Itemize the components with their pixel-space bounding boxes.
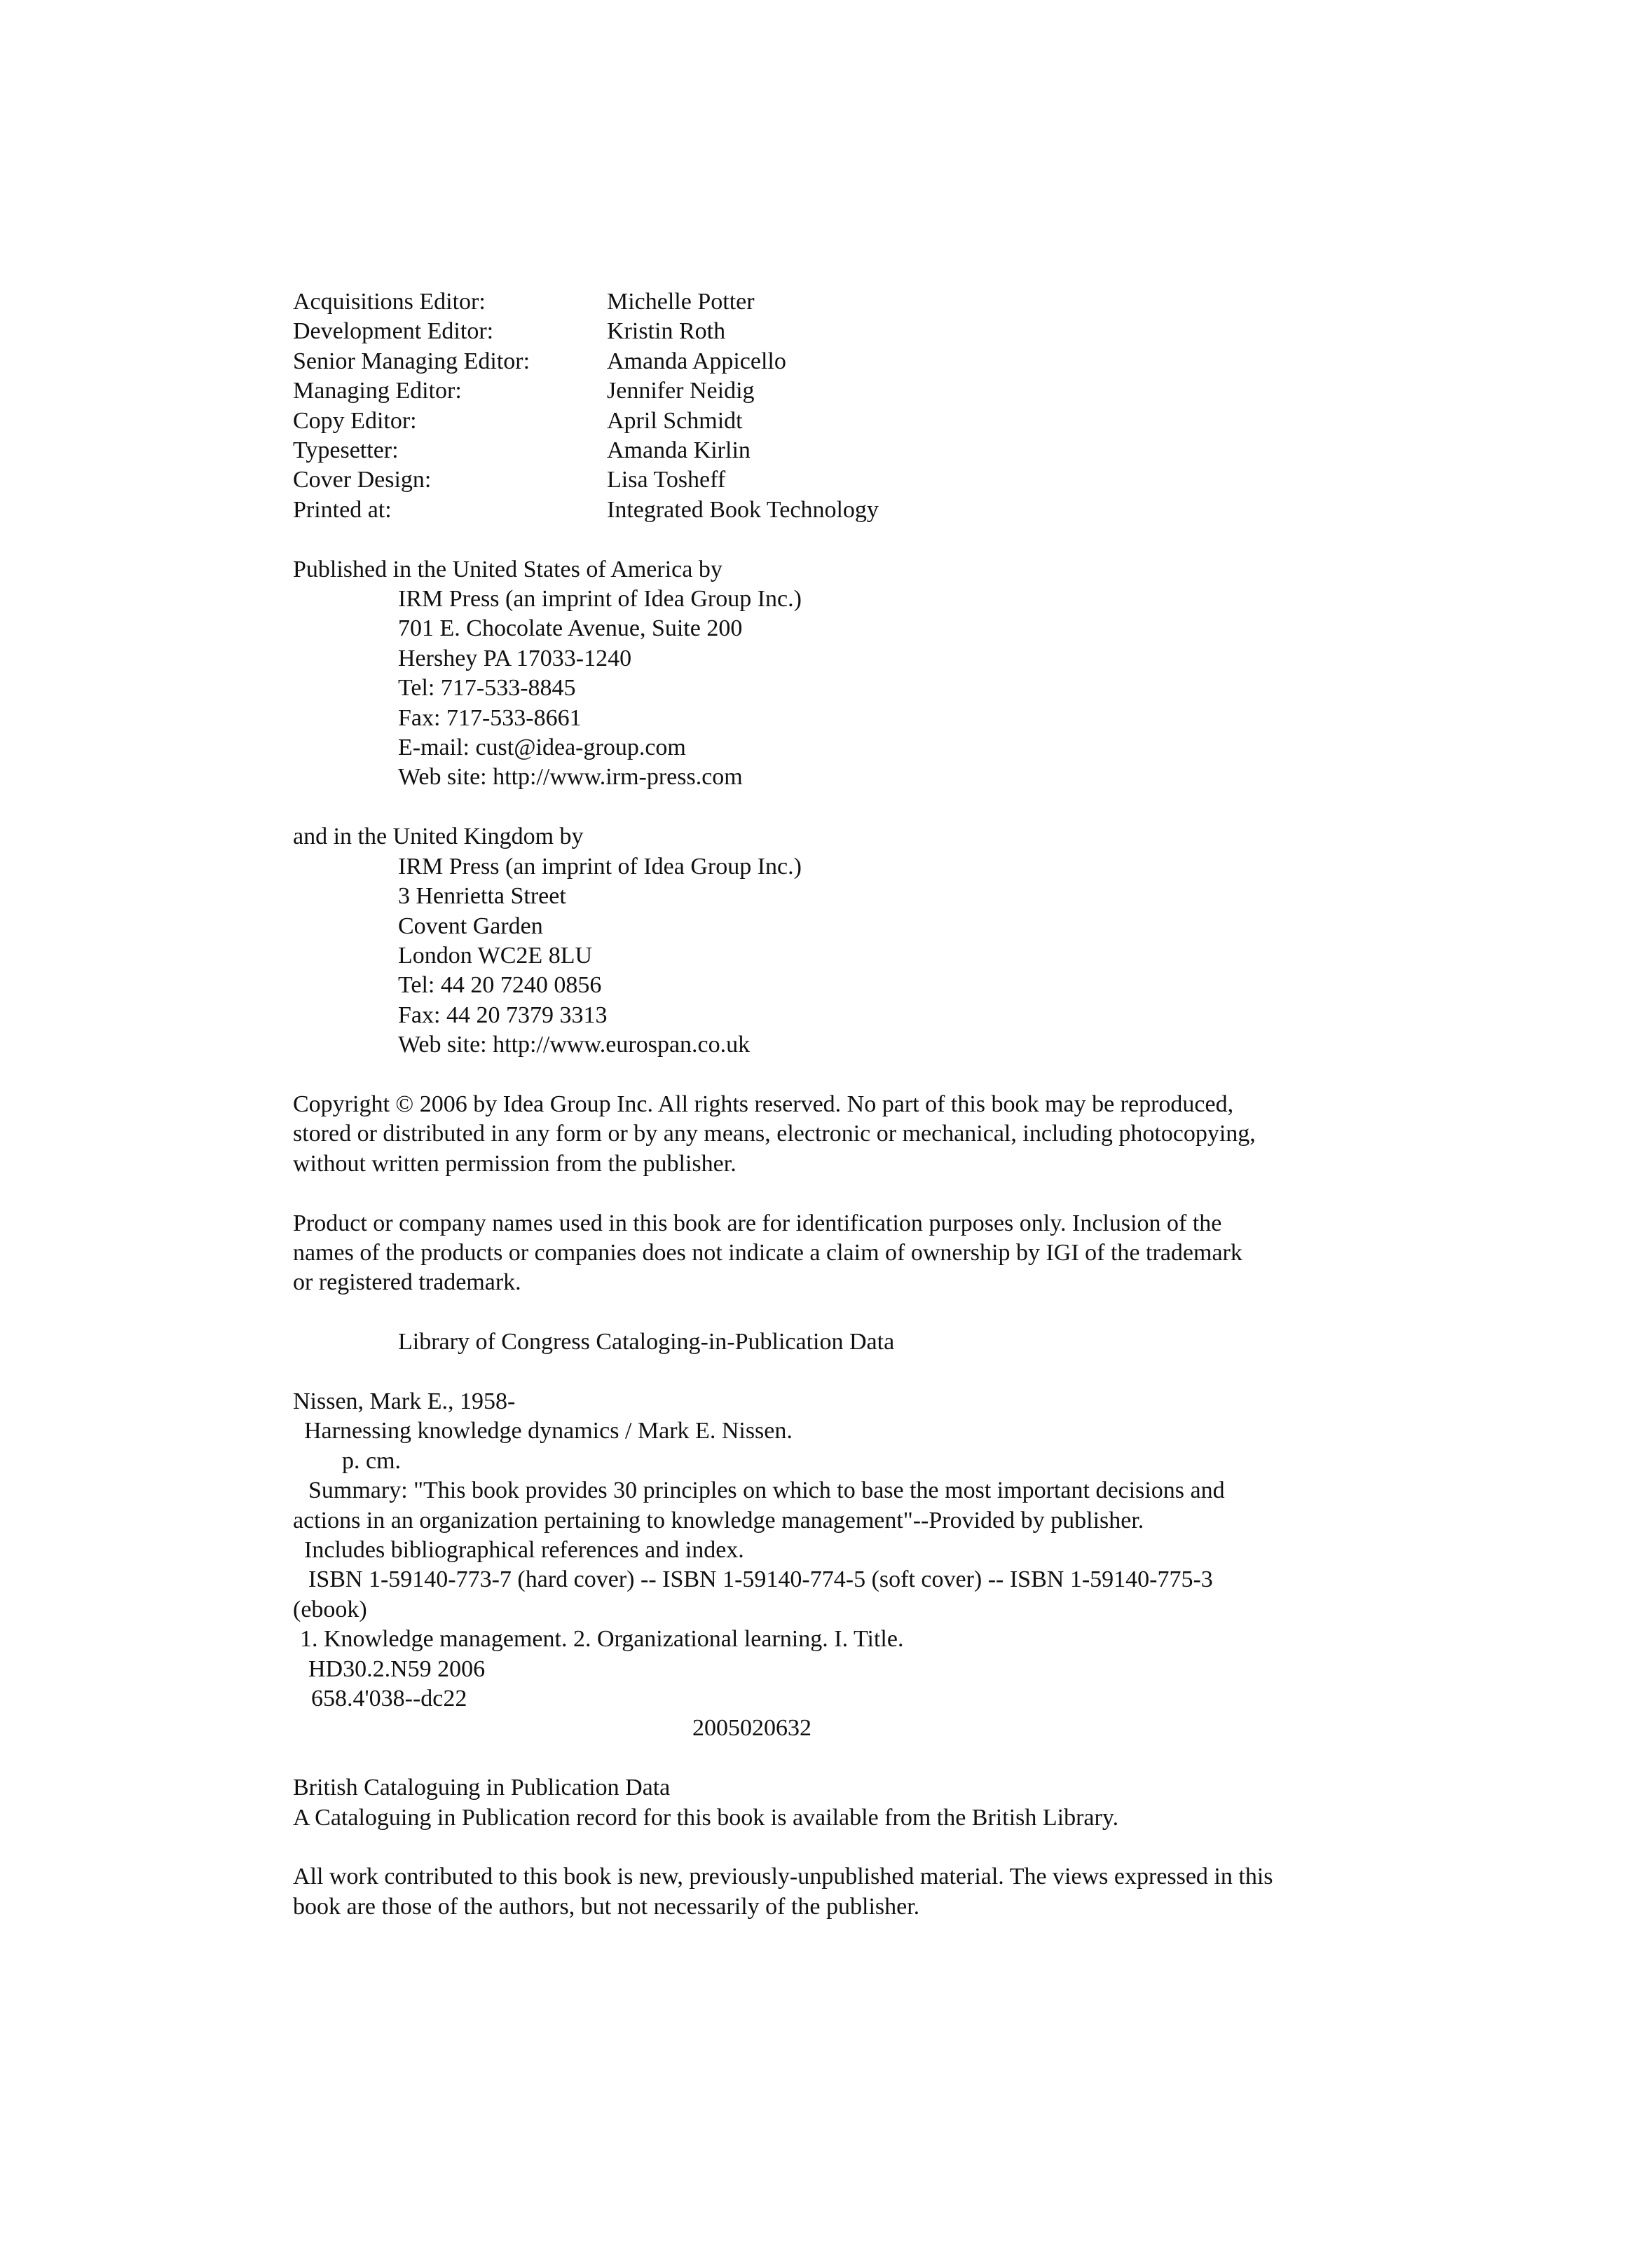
- credit-role: Copy Editor:: [293, 407, 417, 434]
- copyright-line: stored or distributed in any form or by any means, electronic or mechanical, including photocopying,: [293, 1121, 1256, 1147]
- credit-name: Integrated Book Technology: [607, 496, 879, 523]
- trademark-line: names of the products or companies does not indicate a claim of ownership by IGI of the trademark: [293, 1239, 1242, 1266]
- uk-publisher-tel: Tel: 44 20 7240 0856: [398, 972, 602, 999]
- us-publisher-heading: Published in the United States of America by: [293, 556, 722, 582]
- editorial-credits: [293, 287, 1358, 525]
- credit-name: Michelle Potter: [607, 289, 755, 315]
- us-publisher-tel: Tel: 717-533-8845: [398, 675, 576, 702]
- uk-publisher-city: London WC2E 8LU: [398, 942, 593, 969]
- credit-name: Jennifer Neidig: [607, 378, 755, 404]
- british-cip-note: A Cataloguing in Publication record for this book is available from the British Library.: [293, 1804, 1119, 1831]
- cip-isbn-continued: (ebook): [293, 1596, 367, 1623]
- credit-role: Printed at:: [293, 496, 392, 523]
- uk-publisher-district: Covent Garden: [398, 913, 543, 939]
- uk-publisher-fax: Fax: 44 20 7379 3313: [398, 1002, 608, 1028]
- credit-name: April Schmidt: [607, 407, 743, 434]
- cip-summary-continued: actions in an organization pertaining to knowledge management"--Provided by publisher.: [293, 1507, 1144, 1533]
- credit-role: Managing Editor:: [293, 378, 462, 404]
- uk-publisher-name: IRM Press (an imprint of Idea Group Inc.): [398, 853, 802, 880]
- credit-name: Kristin Roth: [607, 318, 726, 345]
- us-publisher-fax: Fax: 717-533-8661: [398, 704, 582, 731]
- credit-role: Typesetter:: [293, 437, 399, 464]
- uk-publisher-website: Web site: http://www.eurospan.co.uk: [398, 1032, 751, 1058]
- cip-title: Harnessing knowledge dynamics / Mark E. Nissen.: [304, 1418, 793, 1444]
- credit-role: Development Editor:: [293, 318, 494, 345]
- cip-summary: Summary: "This book provides 30 principles on which to base the most important decisions and: [308, 1477, 1225, 1504]
- credit-name: Lisa Tosheff: [607, 467, 726, 493]
- copyright-line: without written permission from the publisher.: [293, 1150, 737, 1177]
- copyright-page: [293, 287, 1358, 1922]
- disclaimer-line: All work contributed to this book is new, previously-unpublished material. The views expressed in this: [293, 1864, 1273, 1890]
- disclaimer: [293, 1862, 1358, 1922]
- us-publisher-name: IRM Press (an imprint of Idea Group Inc.): [398, 586, 802, 613]
- credit-role: Cover Design:: [293, 467, 432, 493]
- uk-publisher-block: [293, 822, 1358, 1060]
- copyright-line: Copyright © 2006 by Idea Group Inc. All rights reserved. No part of this book may be reproduced,: [293, 1091, 1234, 1117]
- credit-name: Amanda Kirlin: [607, 437, 751, 464]
- cip-isbn: ISBN 1-59140-773-7 (hard cover) -- ISBN 1-59140-774-5 (soft cover) -- ISBN 1-59140-775-3: [308, 1566, 1213, 1593]
- british-cip-heading: British Cataloguing in Publication Data: [293, 1775, 671, 1801]
- us-publisher-city: Hershey PA 17033-1240: [398, 645, 632, 671]
- us-publisher-email: E-mail: cust@idea-group.com: [398, 735, 686, 761]
- credit-role: Senior Managing Editor:: [293, 348, 530, 374]
- us-publisher-website: Web site: http://www.irm-press.com: [398, 764, 743, 791]
- british-cip: [293, 1773, 1358, 1833]
- cip-subjects: 1. Knowledge management. 2. Organizational learning. I. Title.: [300, 1626, 904, 1653]
- copyright-notice: [293, 1090, 1358, 1179]
- cip-includes: Includes bibliographical references and index.: [304, 1536, 744, 1563]
- cip-heading: Library of Congress Cataloging-in-Publication Data: [398, 1329, 895, 1355]
- cip-lcc: HD30.2.N59 2006: [308, 1655, 486, 1682]
- cip-lccn: 2005020632: [692, 1715, 811, 1742]
- trademark-notice: [293, 1209, 1358, 1298]
- us-publisher-block: [293, 555, 1358, 793]
- trademark-line: or registered trademark.: [293, 1269, 521, 1296]
- credit-role: Acquisitions Editor:: [293, 289, 486, 315]
- us-publisher-street: 701 E. Chocolate Avenue, Suite 200: [398, 615, 743, 642]
- cip-record: [293, 1387, 1358, 1744]
- uk-publisher-street: 3 Henrietta Street: [398, 883, 566, 910]
- credit-name: Amanda Appicello: [607, 348, 786, 374]
- uk-publisher-heading: and in the United Kingdom by: [293, 824, 584, 850]
- cip-pages: p. cm.: [342, 1447, 402, 1474]
- cip-ddc: 658.4'038--dc22: [311, 1686, 467, 1712]
- disclaimer-line: book are those of the authors, but not necessarily of the publisher.: [293, 1893, 920, 1920]
- trademark-line: Product or company names used in this book are for identification purposes only. Inclusion of the: [293, 1210, 1222, 1236]
- cip-author: Nissen, Mark E., 1958-: [293, 1388, 516, 1414]
